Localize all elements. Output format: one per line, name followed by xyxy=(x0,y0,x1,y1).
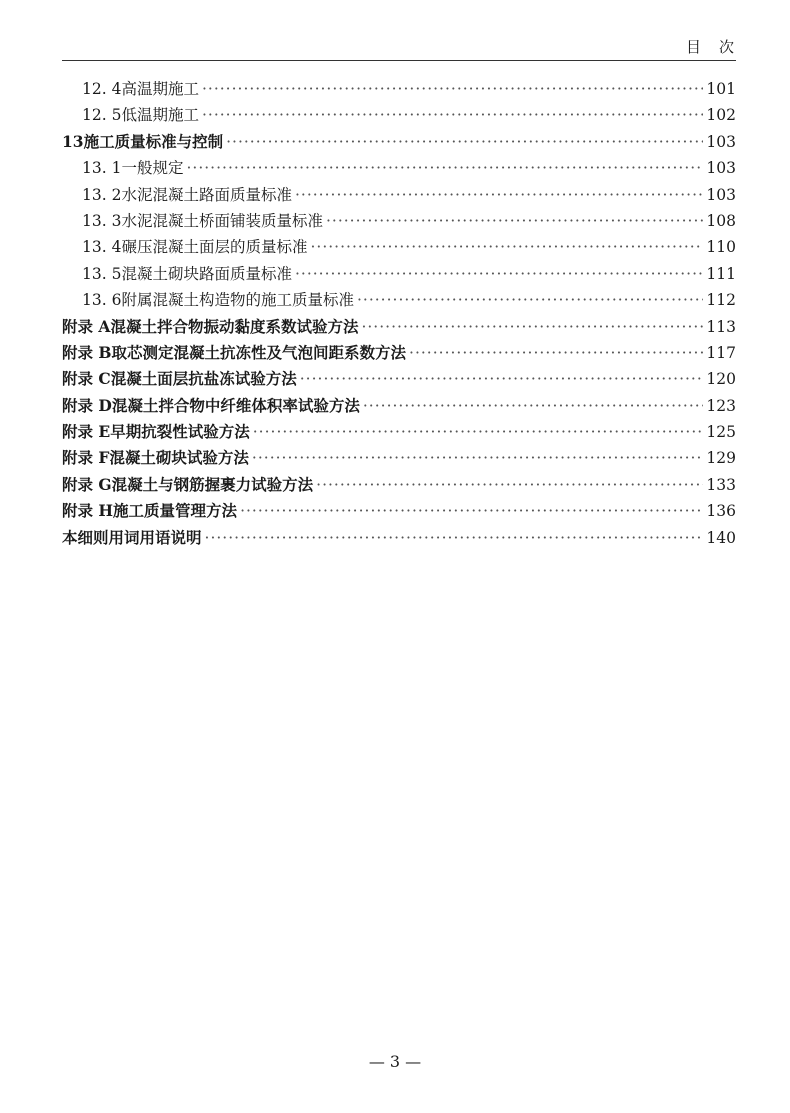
toc-entry-number: 附录 C xyxy=(62,369,111,389)
toc-entry-label: 附属混凝土构造物的施工质量标准 xyxy=(121,291,354,310)
page-number: — 3 — xyxy=(368,1052,422,1071)
toc-entry[interactable] xyxy=(62,208,736,234)
toc-entry-number: 13. 1 xyxy=(82,159,122,178)
toc-entry-label: 混凝土砌块试验方法 xyxy=(109,448,249,468)
toc-entry-number: 附录 G xyxy=(62,474,112,494)
toc-entry-label: 混凝土拌合物中纤维体积率试验方法 xyxy=(111,395,360,415)
toc-entry-page: 112 xyxy=(706,291,736,310)
toc-entry-number: 附录 H xyxy=(62,501,114,521)
toc-entry-page: 140 xyxy=(706,528,736,547)
toc-entry-number: 13. 2 xyxy=(82,185,122,204)
toc-entry-label: 水泥混凝土桥面铺装质量标准 xyxy=(121,211,323,230)
toc-entry-page: 101 xyxy=(706,80,736,98)
toc-leader-dots xyxy=(326,208,703,234)
toc-entry-number: 附录 A xyxy=(62,316,111,336)
toc-entry[interactable] xyxy=(62,525,736,551)
toc-entry-label: 施工质量标准与控制 xyxy=(83,131,224,151)
toc-leader-dots xyxy=(253,419,704,445)
toc-entry-page: 111 xyxy=(706,264,736,283)
header-title: 目次 xyxy=(685,38,752,56)
toc-entry-number: 13. 6 xyxy=(82,291,122,310)
toc-entry-number: 附录 D xyxy=(62,395,112,415)
toc-entry-number: 12. 4 xyxy=(82,80,122,98)
toc-leader-dots xyxy=(202,76,703,102)
toc-entry[interactable] xyxy=(62,419,736,445)
toc-entry[interactable] xyxy=(62,261,736,287)
toc-entry[interactable] xyxy=(62,76,736,102)
toc-entry-number: 附录 B xyxy=(62,342,112,362)
toc-leader-dots xyxy=(186,155,703,181)
toc-entry[interactable] xyxy=(62,498,736,524)
toc-leader-dots xyxy=(295,182,703,208)
toc-entry-page: 136 xyxy=(706,502,736,521)
toc-entry[interactable] xyxy=(62,234,736,260)
toc-entry[interactable] xyxy=(62,366,736,392)
toc-entry-label: 碾压混凝土面层的质量标准 xyxy=(121,238,308,257)
toc-entry-page: 108 xyxy=(706,211,736,230)
toc-entry-page: 113 xyxy=(706,317,736,336)
toc-entry-page: 103 xyxy=(706,159,736,178)
toc-entry[interactable] xyxy=(62,314,736,340)
toc-entry[interactable] xyxy=(62,445,736,471)
toc-entry-number: 12. 5 xyxy=(82,106,122,125)
toc-entry-label: 水泥混凝土路面质量标准 xyxy=(121,185,292,204)
toc-leader-dots xyxy=(316,472,703,498)
toc-entry-label: 早期抗裂性试验方法 xyxy=(110,422,250,442)
toc-entry[interactable] xyxy=(62,287,736,313)
toc-leader-dots xyxy=(363,393,704,419)
toc-entry-label: 一般规定 xyxy=(121,159,184,178)
toc-entry-page: 110 xyxy=(706,238,736,257)
toc-entry-label: 施工质量管理方法 xyxy=(113,501,238,521)
toc-entry-label: 混凝土拌合物振动黏度系数试验方法 xyxy=(110,316,359,336)
toc-leader-dots xyxy=(205,525,704,551)
toc-entry-page: 103 xyxy=(706,132,736,151)
toc-entry[interactable] xyxy=(62,472,736,498)
toc-leader-dots xyxy=(252,445,703,471)
toc-entry-number: 13. 5 xyxy=(82,264,122,283)
toc-leader-dots xyxy=(202,102,703,128)
toc-leader-dots xyxy=(310,234,703,260)
toc-entry-label: 本细则用词用语说明 xyxy=(62,527,202,547)
toc-entry[interactable] xyxy=(62,182,736,208)
toc-entry-number: 13. 4 xyxy=(82,238,122,257)
toc-entry-page: 129 xyxy=(706,449,736,468)
toc-entry-label: 混凝土与钢筋握裹力试验方法 xyxy=(111,474,314,494)
toc-leader-dots xyxy=(409,340,703,366)
toc-entry-number: 附录 E xyxy=(62,422,111,442)
toc-leader-dots xyxy=(357,287,703,313)
toc-entry-label: 取芯测定混凝土抗冻性及气泡间距系数方法 xyxy=(111,342,407,362)
toc-entry[interactable] xyxy=(62,129,736,155)
toc-entry[interactable] xyxy=(62,155,736,181)
toc-entry-label: 高温期施工 xyxy=(121,80,199,98)
toc-entry[interactable] xyxy=(62,102,736,128)
toc-leader-dots xyxy=(226,129,703,155)
toc-entry-page: 102 xyxy=(706,106,736,125)
toc-entry-label: 低温期施工 xyxy=(121,106,199,125)
page-header xyxy=(62,36,752,61)
toc-entry-number: 13. 3 xyxy=(82,211,122,230)
table-of-contents xyxy=(62,76,736,551)
toc-entry-page: 133 xyxy=(706,475,736,494)
toc-entry[interactable] xyxy=(62,393,736,419)
toc-entry-page: 120 xyxy=(706,370,736,389)
toc-leader-dots xyxy=(361,314,703,340)
toc-entry-label: 混凝土面层抗盐冻试验方法 xyxy=(110,369,297,389)
toc-entry-number: 附录 F xyxy=(62,448,110,468)
toc-entry-number: 13 xyxy=(62,131,84,151)
toc-entry-page: 123 xyxy=(706,396,736,415)
toc-entry-page: 103 xyxy=(706,185,736,204)
toc-leader-dots xyxy=(240,498,703,524)
toc-entry-page: 117 xyxy=(706,343,736,362)
toc-leader-dots xyxy=(295,261,703,287)
toc-leader-dots xyxy=(300,366,704,392)
toc-entry-page: 125 xyxy=(706,423,736,442)
toc-entry[interactable] xyxy=(62,340,736,366)
toc-entry-label: 混凝土砌块路面质量标准 xyxy=(121,264,292,283)
